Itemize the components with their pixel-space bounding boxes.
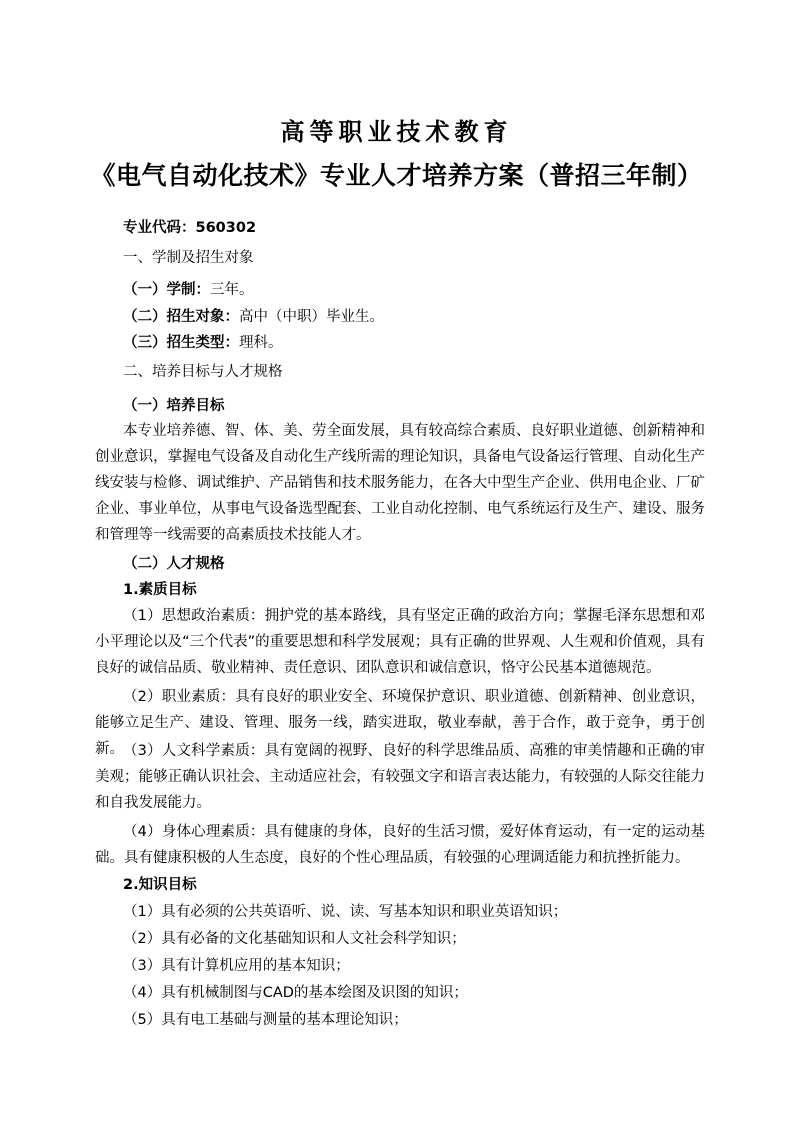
document-title: 高等职业技术教育 [280, 117, 513, 146]
program-code-label: 专业代码： [123, 220, 196, 236]
schooling-item [123, 280, 705, 300]
subsection-heading: （二）人才规格 [123, 556, 225, 572]
quality-item: （1）思想政治素质：拥护党的基本路线，具有坚定正确的政治方向；掌握毛泽东思想和邓小平理论以及“三个代表”的重要思想和科学发展观；具有正确的世界观、人生观和价值观，具有良好的诚信品质、敬业精神、责任意识、团队意识和诚信意识，恪守公民基本道德规范。 [95, 608, 705, 676]
subsection-heading: （一）培养目标 [123, 398, 225, 414]
item-value: 理科。 [239, 335, 283, 351]
training-goal-paragraph: 本专业培养德、智、体、美、劳全面发展，具有较高综合素质、良好职业道德、创新精神和创业意识，掌握电气设备及自动化生产线所需的理论知识，具备电气设备运行管理、自动化生产线安装与检修、调试维护、产品销售和技术服务能力，在各大中型生产企业、供用电企业、厂矿企业、事业单位，从事电气设备选型配套、工业自动化控制、电气系统运行及生产、建设、服务和管理等一线需要的高素质技术技能人才。 [95, 423, 705, 543]
program-code [123, 218, 705, 238]
knowledge-item: （2）具有必备的文化基础知识和人文社会科学知识； [123, 931, 466, 947]
program-code-value: 560302 [195, 220, 257, 236]
section-heading: 二、培养目标与人才规格 [123, 364, 283, 380]
quality-item: （4）身体心理素质：具有健康的身体，良好的生活习惯，爱好体育运动，有一定的运动基础。具有健康积极的人生态度，良好的个性心理品质，有较强的心理调适能力和抗挫折能力。 [95, 824, 705, 866]
quality-item: （3）人文科学素质：具有宽阔的视野、良好的科学思维品质、高雅的审美情趣和正确的审美观；能够正确认识社会、主动适应社会，有较强文字和语言表达能力，有较强的人际交往能力和自我发展能力。 [95, 743, 705, 811]
knowledge-item: （3）具有计算机应用的基本知识； [123, 958, 350, 974]
quality-heading: 1.素质目标 [123, 582, 197, 598]
item-label: （三）招生类型： [123, 335, 239, 351]
knowledge-heading: 2.知识目标 [123, 877, 197, 893]
item-value: 三年。 [210, 282, 254, 298]
item-label: （一）学制： [123, 282, 210, 298]
section-heading: 一、学制及招生对象 [123, 250, 254, 266]
item-label: （二）招生对象： [123, 309, 239, 325]
item-value: 高中（中职）毕业生。 [239, 309, 384, 325]
knowledge-item: （5）具有电工基础与测量的基本理论知识； [123, 1012, 408, 1028]
document-subtitle: 《电气自动化技术》专业人才培养方案（普招三年制） [90, 161, 703, 190]
enrollment-type-item [123, 333, 705, 353]
knowledge-item: （4）具有机械制图与CAD的基本绘图及识图的知识； [123, 985, 468, 1001]
quality-item: （2）职业素质：具有良好的职业安全、环境保护意识、职业道德、创新精神、创业意识，能够立足生产、建设、管理、服务一线，踏实进取，敬业奉献，善于合作，敢于竞争，勇于创新。 [95, 689, 705, 757]
knowledge-item: （1）具有必须的公共英语听、说、读、写基本知识和职业英语知识； [123, 904, 568, 920]
enrollment-target-item [123, 307, 705, 327]
